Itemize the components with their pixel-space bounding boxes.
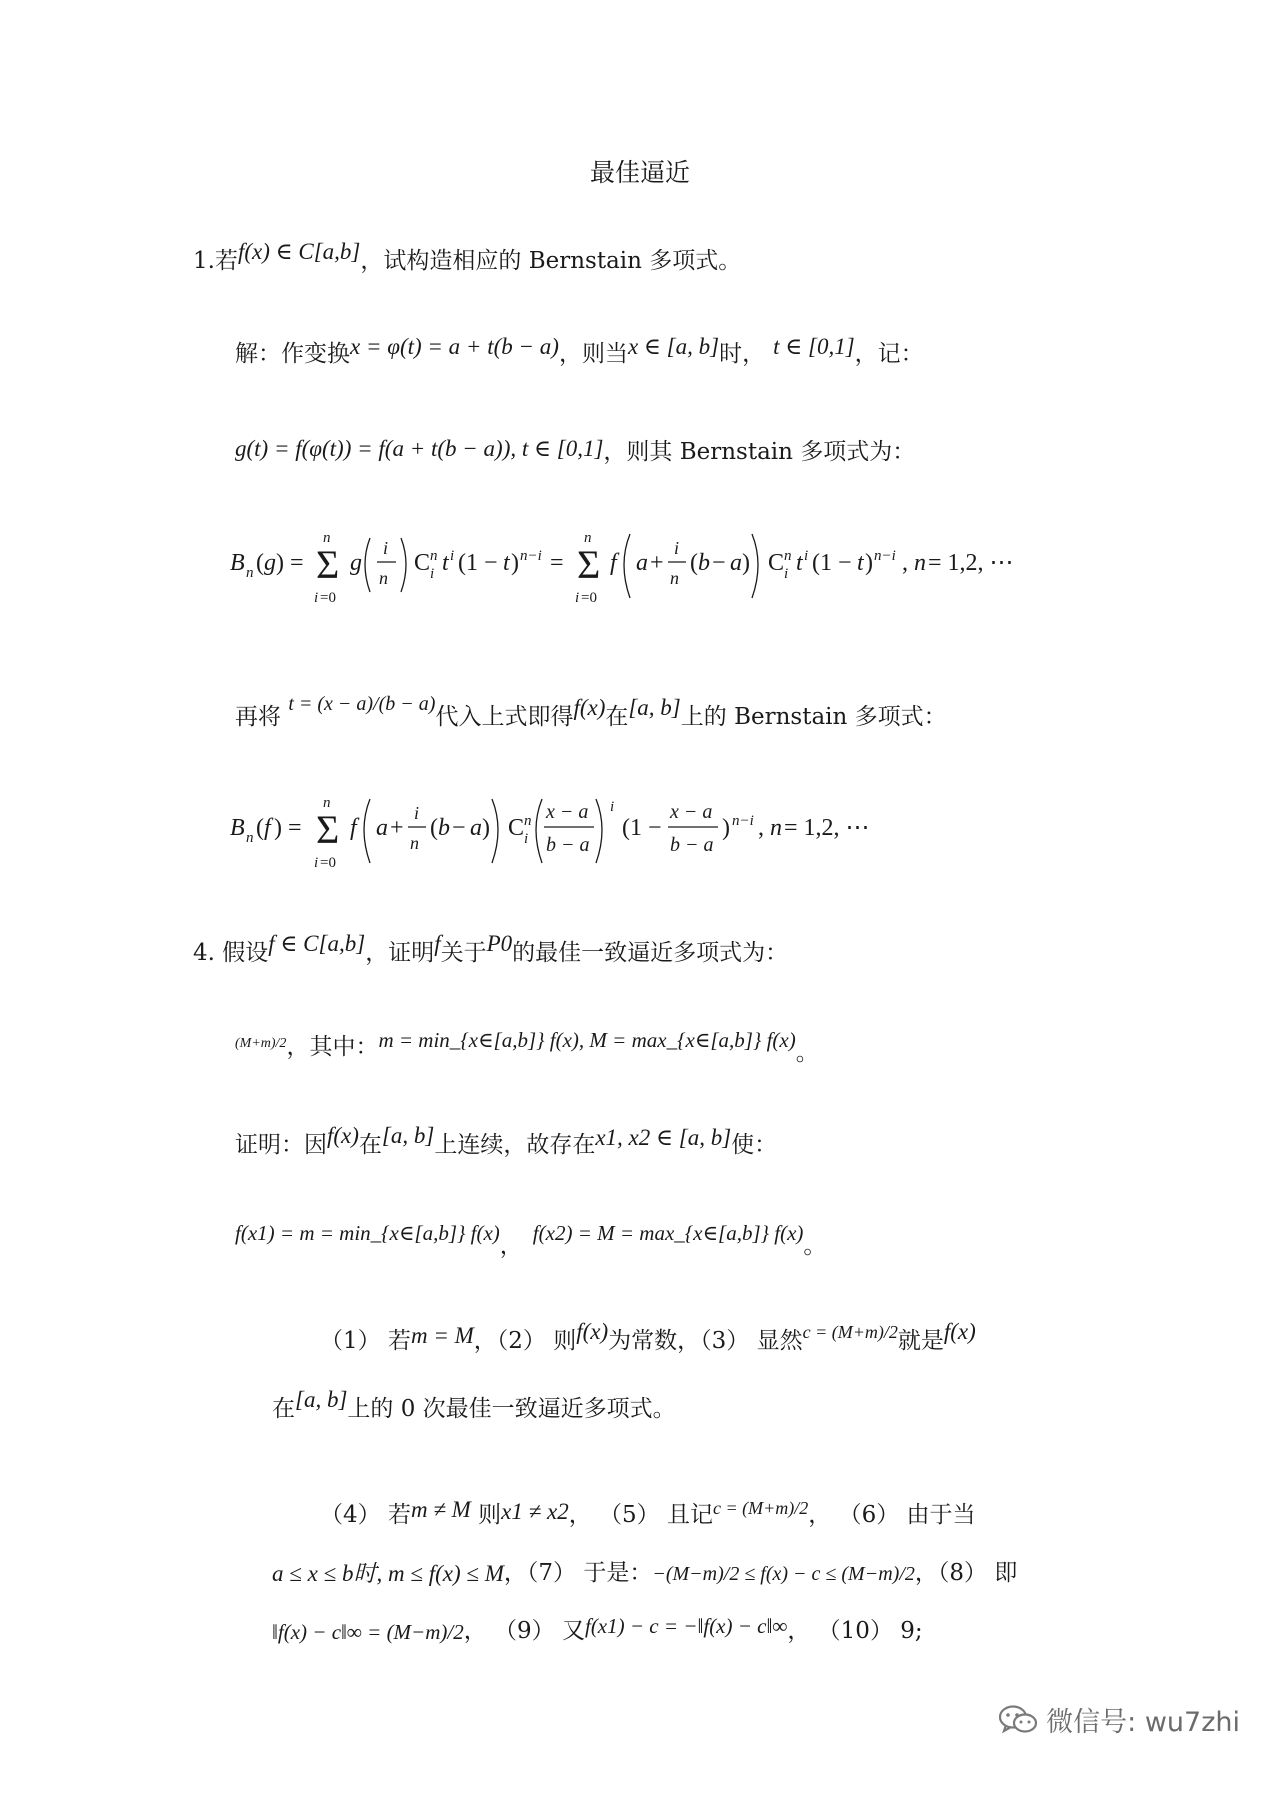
math-inline: [a, b] — [628, 695, 681, 720]
svg-text:(1 −: (1 − — [812, 550, 852, 576]
math-inline: f(x1) = m = min_{x∈[a,b]} f(x) — [235, 1221, 500, 1245]
svg-text:n: n — [914, 550, 926, 576]
text-fragment: 代入上式即得 — [435, 704, 574, 730]
text-fragment: 9; — [900, 1618, 923, 1644]
svg-text:Σ: Σ — [316, 807, 340, 852]
math-inline: f(x) — [576, 1319, 609, 1344]
step-number: （9） — [494, 1618, 555, 1644]
math-inline: m = min_{x∈[a,b]} f(x), M = max_{x∈[a,b]} f(x) — [378, 1028, 796, 1052]
svg-text:(: ( — [256, 815, 264, 841]
svg-text:i: i — [430, 566, 435, 582]
text-fragment: ， — [499, 1233, 523, 1259]
svg-text:n−i: n−i — [732, 813, 754, 829]
svg-text:i: i — [575, 590, 580, 606]
step-number: （10） — [817, 1618, 893, 1644]
watermark — [998, 1700, 1240, 1739]
text-fragment: ， — [787, 1618, 811, 1644]
text-fragment: 证明：因 — [235, 1132, 327, 1158]
svg-text:i: i — [383, 538, 389, 558]
svg-text:n: n — [323, 530, 331, 546]
math-inline: f ∈ C[a,b] — [268, 931, 366, 956]
svg-text:): ) — [482, 815, 490, 841]
svg-text:i: i — [674, 538, 680, 558]
proof-case-2-line-1 — [320, 1498, 976, 1533]
text-fragment: ， — [503, 1560, 527, 1586]
svg-text:x − a: x − a — [546, 801, 589, 823]
text-fragment: 为常数， — [608, 1328, 701, 1354]
svg-text:C: C — [414, 550, 431, 576]
text-fragment: 又 — [561, 1618, 585, 1644]
math-inline: g(t) = f(φ(t)) = f(a + t(b − a)), t ∈ [0,1] — [235, 436, 604, 461]
svg-text:x − a: x − a — [670, 801, 713, 823]
svg-text:n: n — [323, 795, 331, 811]
text-fragment: 在 — [358, 1132, 382, 1158]
proof-case-2-line-2 — [272, 1556, 1017, 1591]
text-fragment: 。 — [795, 1040, 819, 1066]
svg-text:C: C — [508, 815, 525, 841]
solution-1-line-1 — [235, 334, 924, 372]
math-inline: f(x) — [327, 1123, 359, 1148]
text-fragment: 4. 假设 — [193, 940, 269, 966]
math-inline: x ∈ [a, b] — [627, 334, 720, 359]
step-number: （3） — [700, 1328, 750, 1354]
svg-text:f: f — [264, 815, 271, 841]
svg-text:t: t — [442, 550, 449, 576]
svg-text:a: a — [470, 815, 482, 841]
math-inline: ‖f(x) − c‖∞ = (M−m)/2 — [272, 1620, 464, 1644]
problem-1-suffix: ，试构造相应的 Bernstain 多项式。 — [360, 248, 742, 274]
solution-1-line-3 — [235, 693, 947, 735]
math-inline: f — [434, 931, 441, 956]
text-fragment: 再将 — [235, 704, 281, 730]
svg-text:+: + — [650, 550, 664, 576]
svg-text:a: a — [730, 550, 742, 576]
svg-text:t: t — [857, 550, 864, 576]
step-number: （8） — [937, 1560, 988, 1586]
proof-case-1 — [320, 1319, 976, 1359]
text-fragment: 在 — [605, 704, 629, 730]
math-inline: c = (M+m)/2 — [712, 1498, 809, 1518]
svg-text:=0: =0 — [581, 590, 597, 606]
svg-text:b − a: b − a — [670, 834, 714, 856]
text-fragment: 则 — [478, 1502, 502, 1528]
proof-case-2-line-3 — [272, 1614, 923, 1649]
svg-text:): ) — [865, 550, 873, 576]
svg-text:n: n — [410, 833, 419, 853]
svg-text:t: t — [503, 550, 510, 576]
text-fragment: ， — [914, 1560, 938, 1586]
svg-text:t: t — [796, 550, 803, 576]
svg-text:n: n — [670, 568, 679, 588]
text-fragment: ，记： — [854, 341, 924, 367]
math-inline: t = (x − a)/(b − a) — [288, 693, 436, 715]
svg-text:n: n — [770, 815, 782, 841]
problem-1-condition: f(x) ∈ C[a,b] — [237, 239, 361, 264]
svg-text:i: i — [414, 803, 420, 823]
text-fragment: ，其中： — [286, 1034, 379, 1060]
svg-text:n: n — [246, 565, 254, 581]
svg-text:(1 −: (1 − — [458, 550, 498, 576]
svg-text:i: i — [784, 566, 789, 582]
svg-text:(1 −: (1 − — [622, 815, 662, 841]
svg-text:n: n — [379, 568, 388, 588]
svg-text:g: g — [264, 550, 276, 576]
text-fragment: 在 — [272, 1396, 295, 1422]
text-fragment: 上的 Bernstain 多项式： — [680, 704, 947, 730]
math-inline: x1, x2 ∈ [a, b] — [595, 1125, 732, 1150]
bernstein-formula-f — [230, 785, 930, 885]
text-fragment: ， — [473, 1328, 497, 1354]
svg-text:+: + — [390, 815, 404, 841]
svg-text:b: b — [698, 550, 710, 576]
svg-text:(: ( — [256, 550, 264, 576]
proof-case-1-cont — [272, 1387, 676, 1427]
svg-text:a: a — [636, 550, 648, 576]
text-fragment: 若 — [387, 1502, 411, 1528]
text-fragment: 于是： — [583, 1560, 653, 1586]
svg-text:= 1,2, ⋯: = 1,2, ⋯ — [928, 550, 1014, 576]
svg-text:(: ( — [690, 550, 698, 576]
svg-text:) =: ) = — [274, 815, 302, 841]
svg-text:B: B — [230, 550, 245, 576]
text-fragment: 上连续，故存在 — [434, 1132, 596, 1158]
wechat-icon — [998, 1704, 1038, 1736]
math-inline: [a, b] — [381, 1123, 435, 1148]
svg-text:n: n — [584, 530, 592, 546]
svg-text:(: ( — [430, 815, 438, 841]
svg-text:,: , — [758, 815, 764, 841]
text-fragment: 上的 0 次最佳一致逼近多项式。 — [347, 1396, 676, 1422]
svg-text:f: f — [610, 550, 617, 576]
text-fragment: 解：作变换 — [235, 341, 350, 367]
math-fraction: (M+m)/2 — [235, 1036, 287, 1051]
svg-text:i: i — [524, 831, 529, 847]
text-fragment: 时， — [719, 341, 766, 367]
proof-line-2 — [235, 1215, 827, 1259]
svg-text:=: = — [550, 550, 564, 576]
math-inline: f(x) — [943, 1319, 976, 1344]
step-number: （6） — [838, 1502, 900, 1528]
svg-text:n: n — [246, 830, 254, 846]
svg-text:=0: =0 — [320, 590, 336, 606]
problem-4-line-2 — [235, 1030, 819, 1065]
text-fragment: 显然 — [756, 1328, 803, 1354]
text-fragment: ， — [463, 1618, 487, 1644]
step-number: （4） — [320, 1502, 381, 1528]
math-inline: P0 — [486, 931, 513, 956]
solution-1-line-2 — [235, 435, 915, 470]
math-inline: [a, b] — [295, 1387, 348, 1412]
svg-text:C: C — [768, 550, 785, 576]
text-fragment: ， — [568, 1502, 592, 1528]
svg-text:g: g — [350, 550, 362, 576]
svg-text:a: a — [376, 815, 388, 841]
step-number: （2） — [496, 1328, 546, 1354]
math-inline: m ≠ M — [410, 1497, 471, 1522]
svg-text:): ) — [511, 550, 519, 576]
text-fragment: ， — [808, 1502, 832, 1528]
math-inline: c = (M+m)/2 — [802, 1322, 898, 1342]
svg-text:,: , — [902, 550, 908, 576]
bernstein-formula-g — [230, 520, 1050, 620]
math-inline: f(x2) = M = max_{x∈[a,b]} f(x) — [532, 1221, 804, 1245]
svg-text:−: − — [712, 550, 726, 576]
svg-text:n−i: n−i — [520, 548, 542, 564]
text-fragment: 就是 — [897, 1328, 944, 1354]
math-inline: f(x) — [573, 695, 606, 720]
text-fragment: 即 — [994, 1560, 1018, 1586]
bernstein-formula-g-content — [230, 530, 1014, 606]
svg-text:) =: ) = — [276, 550, 304, 576]
text-fragment: 若 — [387, 1328, 411, 1354]
step-number: （1） — [320, 1328, 381, 1354]
proof-line-1 — [235, 1123, 778, 1163]
svg-text:i: i — [314, 855, 319, 871]
svg-text:i: i — [804, 548, 809, 564]
text-fragment: 且记 — [666, 1502, 713, 1528]
svg-text:): ) — [722, 815, 730, 841]
svg-text:f: f — [350, 815, 357, 841]
svg-text:i: i — [610, 799, 615, 815]
svg-text:b: b — [438, 815, 450, 841]
svg-text:= 1,2, ⋯: = 1,2, ⋯ — [784, 815, 870, 841]
math-inline: a ≤ x ≤ b时, m ≤ f(x) ≤ M — [272, 1561, 504, 1586]
text-fragment: ，证明 — [365, 940, 435, 966]
svg-text:n−i: n−i — [874, 548, 896, 564]
text-fragment: 则 — [553, 1328, 577, 1354]
svg-text:Σ: Σ — [316, 542, 340, 587]
math-inline: x1 ≠ x2 — [501, 1499, 569, 1524]
math-inline: m = M — [410, 1323, 474, 1348]
svg-text:B: B — [230, 815, 245, 841]
bernstein-formula-f-content — [230, 795, 870, 871]
text-fragment: ，则当 — [558, 341, 628, 367]
svg-text:−: − — [452, 815, 466, 841]
text-fragment: 。 — [803, 1233, 827, 1259]
problem-1 — [193, 239, 742, 279]
svg-text:n: n — [524, 813, 532, 829]
page-title: 最佳逼近 — [589, 158, 690, 187]
svg-text:): ) — [742, 550, 750, 576]
text-fragment: 关于 — [440, 940, 487, 966]
svg-text:n: n — [430, 548, 438, 564]
step-number: （5） — [599, 1502, 660, 1528]
text-fragment: 使： — [731, 1132, 778, 1158]
text-fragment: 的最佳一致逼近多项式为： — [512, 940, 789, 966]
text-fragment: ，则其 Bernstain 多项式为： — [603, 439, 916, 465]
svg-text:Σ: Σ — [577, 542, 601, 587]
svg-text:i: i — [314, 590, 319, 606]
math-inline: x = φ(t) = a + t(b − a) — [350, 334, 559, 359]
svg-text:b − a: b − a — [546, 834, 590, 856]
problem-4 — [193, 931, 789, 971]
math-inline: f(x1) − c = −‖f(x) − c‖∞ — [584, 1614, 788, 1638]
step-number: （7） — [526, 1560, 577, 1586]
math-inline: t ∈ [0,1] — [773, 334, 855, 359]
svg-text:i: i — [450, 548, 455, 564]
svg-text:n: n — [784, 548, 792, 564]
math-inline: −(M−m)/2 ≤ f(x) − c ≤ (M−m)/2 — [652, 1563, 915, 1585]
watermark-text: 微信号: wu7zhi — [1046, 1707, 1240, 1738]
text-fragment: 由于当 — [906, 1502, 976, 1528]
svg-text:=0: =0 — [320, 855, 336, 871]
problem-1-prefix: 1.若 — [193, 248, 238, 274]
